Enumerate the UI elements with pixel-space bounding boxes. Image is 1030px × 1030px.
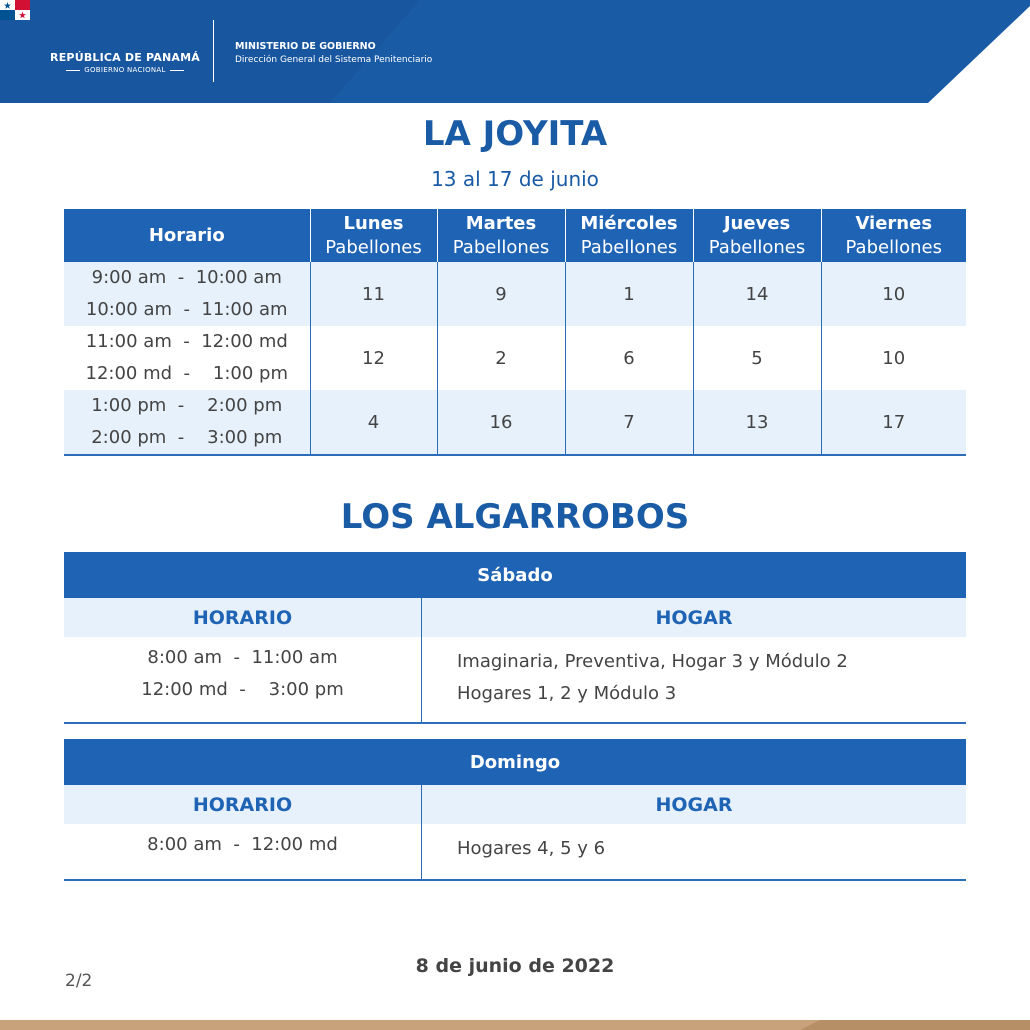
hogar-column-header: HOGAR — [422, 598, 967, 637]
page-number: 2/2 — [65, 971, 93, 991]
day-sublabel: Pabellones — [845, 236, 942, 258]
day-label: Miércoles — [580, 212, 678, 234]
day-label: Lunes — [343, 212, 404, 234]
table-row — [64, 262, 966, 326]
time-slot-cell — [64, 637, 422, 723]
pabellon-cell: 16 — [437, 390, 565, 455]
government-subtitle — [50, 66, 200, 74]
time-slot: 1:00 pm - 2:00 pm — [91, 395, 283, 416]
hogar-item: Hogares 4, 5 y 6 — [457, 838, 606, 859]
time-slot: 9:00 am - 10:00 am — [91, 267, 282, 288]
algarrobos-title: LOS ALGARROBOS — [340, 497, 690, 537]
pabellon-cell: 1 — [565, 262, 693, 326]
hogar-item: Imaginaria, Preventiva, Hogar 3 y Módulo 2 — [457, 651, 848, 672]
joyita-schedule-table — [64, 209, 966, 456]
pabellon-cell: 4 — [310, 390, 437, 455]
ministry-name: MINISTERIO DE GOBIERNO — [235, 41, 376, 52]
time-slot-cell — [64, 262, 310, 326]
day-label: Jueves — [723, 212, 791, 234]
time-slot: 11:00 am - 12:00 md — [85, 331, 288, 352]
panama-flag-icon — [0, 0, 30, 20]
saturday-day-row — [64, 552, 966, 598]
day-sublabel: Pabellones — [708, 236, 806, 258]
day-sublabel: Pabellones — [325, 236, 422, 258]
header-band — [0, 0, 1030, 103]
table-row — [64, 326, 966, 390]
joyita-header-row — [64, 209, 966, 262]
sunday-header: Domingo — [64, 739, 966, 785]
saturday-header: Sábado — [64, 552, 966, 598]
pabellon-cell: 5 — [693, 326, 821, 390]
hogar-cell — [422, 824, 967, 880]
hogar-cell — [422, 637, 967, 723]
day-sublabel: Pabellones — [452, 236, 550, 258]
pabellon-cell: 6 — [565, 326, 693, 390]
time-slot-cell — [64, 824, 422, 880]
header-divider — [213, 20, 214, 82]
publication-date: 8 de junio de 2022 — [415, 955, 615, 977]
joyita-title: LA JOYITA — [422, 114, 608, 154]
sunday-column-row — [64, 785, 966, 824]
pabellon-cell: 11 — [310, 262, 437, 326]
time-slot: 8:00 am - 12:00 md — [147, 834, 338, 855]
saturday-table — [64, 552, 966, 724]
time-slot-cell — [64, 390, 310, 455]
horario-header-label: Horario — [148, 224, 225, 246]
direction-name: Dirección General del Sistema Penitenciario — [235, 55, 433, 65]
day-header-thursday — [693, 209, 821, 262]
time-slot: 10:00 am - 11:00 am — [85, 299, 288, 320]
pabellon-cell: 14 — [693, 262, 821, 326]
day-header-wednesday — [565, 209, 693, 262]
time-slot: 2:00 pm - 3:00 pm — [91, 427, 283, 448]
horario-column-header: HORARIO — [64, 598, 422, 637]
table-row — [64, 824, 966, 880]
table-row — [64, 637, 966, 723]
hogar-item: Hogares 1, 2 y Módulo 3 — [457, 683, 677, 704]
pabellon-cell: 17 — [821, 390, 966, 455]
time-slot: 8:00 am - 11:00 am — [147, 647, 338, 668]
footer-band — [0, 1020, 1030, 1030]
day-sublabel: Pabellones — [580, 236, 678, 258]
time-slot-cell — [64, 326, 310, 390]
pabellon-cell: 12 — [310, 326, 437, 390]
horario-column-header: HORARIO — [64, 785, 422, 824]
day-header-tuesday — [437, 209, 565, 262]
saturday-column-row — [64, 598, 966, 637]
day-header-monday — [310, 209, 437, 262]
sunday-table — [64, 739, 966, 881]
government-name: REPÚBLICA DE PANAMÁ — [50, 51, 200, 64]
government-subtitle-text: GOBIERNO NACIONAL — [84, 66, 166, 74]
day-label: Viernes — [855, 212, 933, 234]
pabellon-cell: 10 — [821, 326, 966, 390]
horario-header — [64, 209, 310, 262]
pabellon-cell: 9 — [437, 262, 565, 326]
sunday-day-row — [64, 739, 966, 785]
table-row — [64, 390, 966, 455]
pabellon-cell: 7 — [565, 390, 693, 455]
pabellon-cell: 10 — [821, 262, 966, 326]
time-slot: 12:00 md - 3:00 pm — [141, 679, 344, 700]
day-label: Martes — [465, 212, 537, 234]
hogar-column-header: HOGAR — [422, 785, 967, 824]
pabellon-cell: 2 — [437, 326, 565, 390]
joyita-dates: 13 al 17 de junio — [431, 167, 599, 191]
pabellon-cell: 13 — [693, 390, 821, 455]
day-header-friday — [821, 209, 966, 262]
time-slot: 12:00 md - 1:00 pm — [85, 363, 288, 384]
